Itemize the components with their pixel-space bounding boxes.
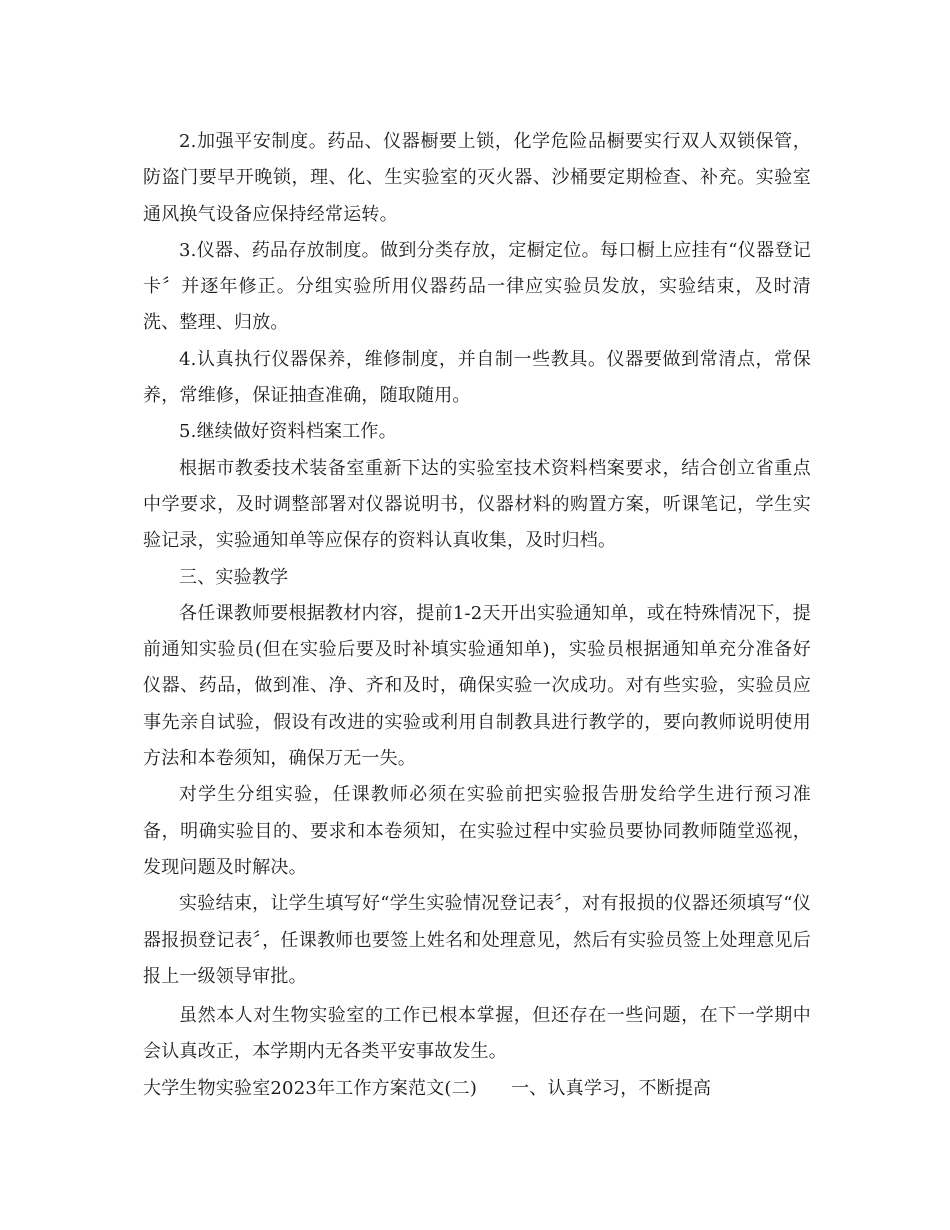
paragraph-maintenance: 4.认真执行仪器保养，维修制度，并自制一些教具。仪器要做到常清点，常保养，常维修，保证抽查准确，随取随用。 (143, 348, 811, 407)
paragraph-teacher-notice: 各任课教师要根据教材内容，提前1-2天开出实验通知单，或在特殊情况下，提前通知实验员(但在实验后要及时补填实验通知单)，实验员根据通知单充分准备好仪器、药品，做到准、净、齐和及时，确保实验一次成功。对有些实验，实验员应事先亲自试验，假设有改进的实验或利用自制教具进行教学的，要向教师说明使用方法和本卷须知，确保万无一失。 (143, 602, 811, 770)
paragraph-storage-system: 3.仪器、药品存放制度。做到分类存放，定橱定位。每口橱上应挂有“仪器登记卡〞并逐年修正。分组实验所用仪器药品一律应实验员发放，实验结束，及时清洗、整理、归放。 (143, 239, 811, 334)
next-document-title: 大学生物实验室2023年工作方案范文(二) (143, 1077, 478, 1099)
paragraph-archive-heading: 5.继续做好资料档案工作。 (179, 421, 397, 443)
paragraph-experiment-end: 实验结束，让学生填写好“学生实验情况登记表〞，对有报损的仪器还须填写“仪器报损登记表〞，任课教师也要签上姓名和处理意见，然后有实验员签上处理意见后报上一级领导审批。 (143, 893, 811, 987)
section-heading-experiment-teaching: 三、实验教学 (179, 566, 289, 588)
paragraph-safety-system: 2.加强平安制度。药品、仪器橱要上锁，化学危险品橱要实行双人双锁保管，防盗门要早开晚锁，理、化、生实验室的灭火器、沙桶要定期检查、补充。实验室通风换气设备应保持经常运转。 (143, 131, 811, 225)
paragraph-group-experiment: 对学生分组实验，任课教师必须在实验前把实验报告册发给学生进行预习准备，明确实验目的、要求和本卷须知，在实验过程中实验员要协同教师随堂巡视，发现问题及时解决。 (143, 784, 811, 878)
paragraph-summary: 虽然本人对生物实验室的工作已根本掌握，但还存在一些问题，在下一学期中会认真改正，本学期内无各类平安事故发生。 (143, 1005, 811, 1063)
next-section-heading: 一、认真学习，不断提高 (511, 1077, 712, 1099)
closing-line (143, 1071, 811, 1107)
document-body (143, 124, 811, 1107)
paragraph-archive-details: 根据市教委技术装备室重新下达的实验室技术资料档案要求，结合创立省重点中学要求，及时调整部署对仪器说明书，仪器材料的购置方案，听课笔记，学生实验记录，实验通知单等应保存的资料认真收集，及时归档。 (143, 457, 811, 552)
